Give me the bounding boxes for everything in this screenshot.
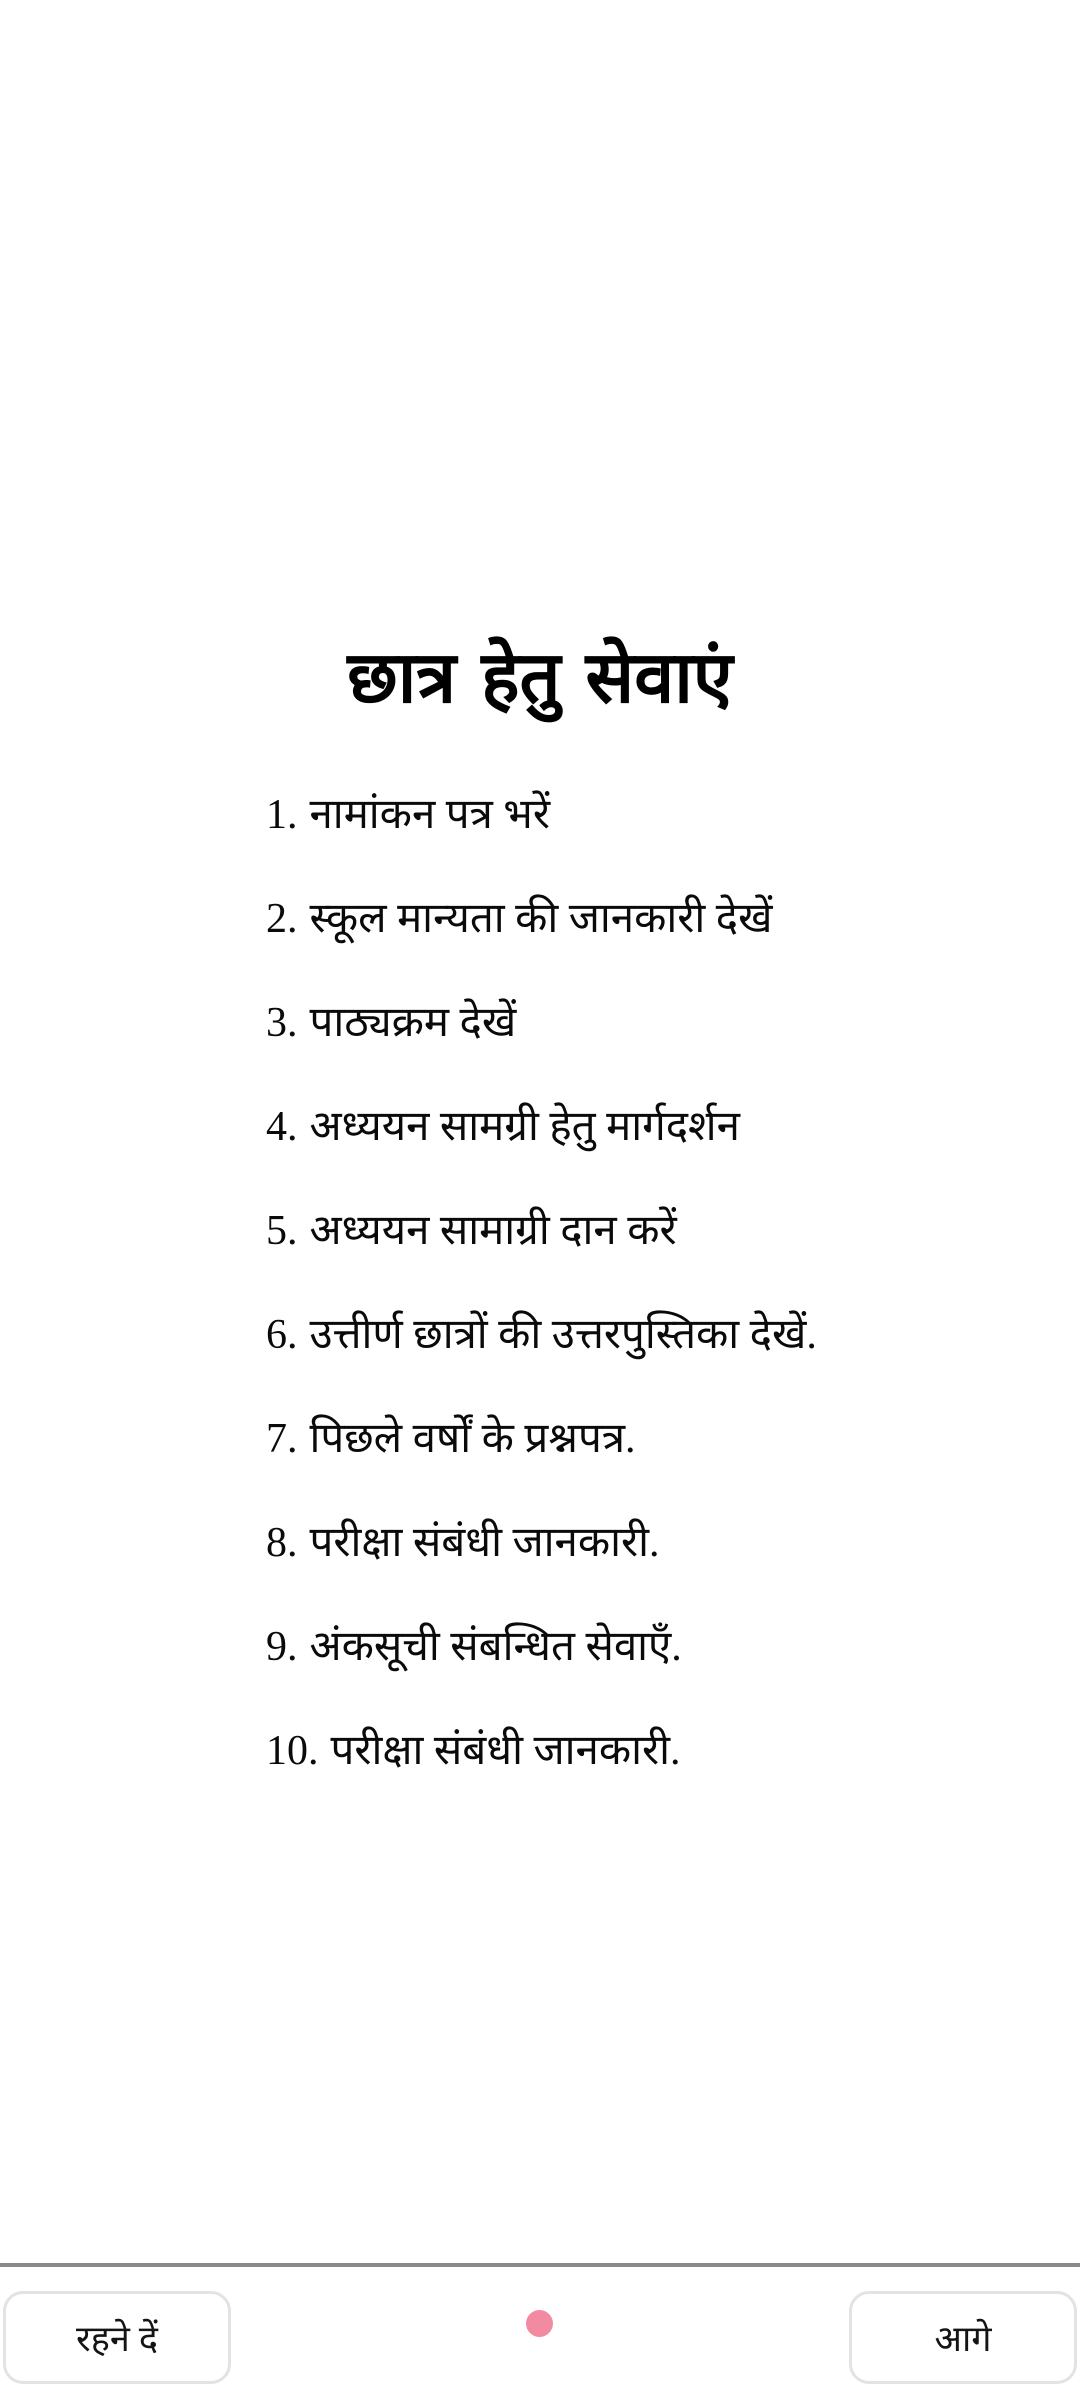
list-item [266, 1306, 1050, 1410]
list-item [266, 1514, 1050, 1618]
item-text: पाठ्यक्रम देखें [309, 1000, 517, 1046]
list-item [266, 1410, 1050, 1514]
list-item [266, 1202, 1050, 1306]
list-item [266, 786, 1050, 890]
list-item [266, 1618, 1050, 1722]
list-item [266, 994, 1050, 1098]
dismiss-button[interactable]: रहने दें [3, 2291, 231, 2384]
item-number: 5. [266, 1208, 298, 1254]
list-item [266, 1722, 1050, 1826]
next-button[interactable]: आगे [849, 2291, 1077, 2384]
item-text: पिछले वर्षों के प्रश्नपत्र. [309, 1416, 636, 1462]
item-text: उत्तीर्ण छात्रों की उत्तरपुस्तिका देखें. [309, 1312, 817, 1358]
item-number: 2. [266, 896, 298, 942]
item-number: 9. [266, 1624, 298, 1670]
page-title: छात्र हेतु सेवाएं [347, 635, 733, 719]
item-number: 1. [266, 792, 298, 838]
item-number: 7. [266, 1416, 298, 1462]
item-number: 10. [266, 1728, 319, 1774]
item-number: 4. [266, 1104, 298, 1150]
list-item [266, 890, 1050, 994]
services-list [266, 786, 1050, 1826]
page-indicator-dot [526, 2310, 553, 2337]
item-number: 6. [266, 1312, 298, 1358]
bottom-bar [0, 2263, 1080, 2400]
item-text: स्कूल मान्यता की जानकारी देखें [309, 896, 773, 942]
item-number: 3. [266, 1000, 298, 1046]
list-item [266, 1098, 1050, 1202]
item-text: अध्ययन सामाग्री दान करें [309, 1208, 677, 1254]
item-text: अध्ययन सामग्री हेतु मार्गदर्शन [309, 1104, 740, 1150]
item-text: परीक्षा संबंधी जानकारी. [330, 1728, 681, 1774]
item-text: परीक्षा संबंधी जानकारी. [309, 1520, 660, 1566]
item-text: अंकसूची संबन्धित सेवाएँ. [309, 1624, 682, 1670]
item-number: 8. [266, 1520, 298, 1566]
item-text: नामांकन पत्र भरें [309, 792, 550, 838]
